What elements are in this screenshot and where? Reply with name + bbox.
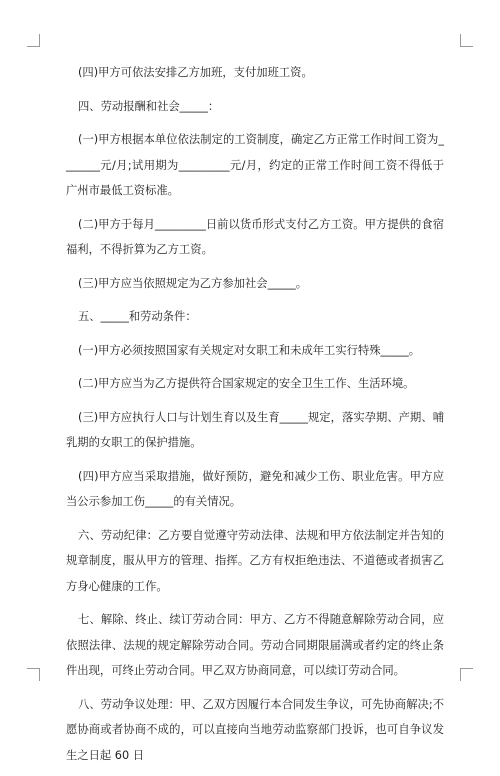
paragraph-termination: 七、解除、终止、续订劳动合同：甲方、乙方不得随意解除劳动合同，应依照法律、法规的规定解除劳动合同。劳动合同期限届满或者约定的终止条件出现，可终止劳动合同。甲乙双方协商同意，可以续订劳动合同。 <box>66 613 444 677</box>
paragraph-payday: (二)甲方于每月_________日前以货币形式支付乙方工资。甲方提供的食宿福利，不得折算为乙方工资。 <box>66 217 444 256</box>
paragraph-maternity: (三)甲方应执行人口与计划生育以及生育_____规定，落实孕期、产期、哺乳期的女职工的保护措施。 <box>66 410 444 449</box>
paragraph-safe-environment: (二)甲方应当为乙方提供符合国家规定的安全卫生工作、生活环境。 <box>78 377 415 390</box>
crop-mark-bottom-right <box>460 668 473 681</box>
paragraph-wage-system: (一)甲方根据本单位依法制定的工资制度，确定乙方正常工作时间工资为_______元/月;试用期为_________元/月，约定的正常工作时间工资不得低于广州市最低工资标准。 <box>66 133 444 197</box>
crop-mark-top-left <box>27 34 40 47</box>
crop-mark-top-right <box>460 34 473 47</box>
paragraph-work-injury: (四)甲方应当采取措施，做好预防，避免和减少工伤、职业危害。甲方应当公示参加工伤_____的有关情况。 <box>66 469 444 508</box>
paragraph-labor-discipline: 六、劳动纪律：乙方要自觉遵守劳动法律、法规和甲方依法制定并告知的规章制度，服从甲方的管理、指挥。乙方有权拒绝违法、不道德或者损害乙方身心健康的工作。 <box>66 528 444 593</box>
document-body <box>66 60 444 776</box>
heading-remuneration: 四、劳动报酬和社会_____： <box>78 99 220 113</box>
heading-labor-conditions: 五、_____和劳动条件： <box>78 310 197 323</box>
paragraph-social-insurance: (三)甲方应当依照规定为乙方参加社会_____。 <box>78 276 308 290</box>
paragraph-special-protection: (一)甲方必须按照国家有关规定对女职工和未成年工实行特殊_____。 <box>78 343 421 357</box>
paragraph-dispute: 八、劳动争议处理：甲、乙双方因履行本合同发生争议，可先协商解决;不愿协商或者协商不成的，可以直接向当地劳动监察部门投诉，也可自争议发生之日起 60 日 <box>66 697 444 762</box>
paragraph-overtime: (四)甲方可依法安排乙方加班，支付加班工资。 <box>78 66 313 79</box>
crop-mark-bottom-left <box>27 668 40 681</box>
